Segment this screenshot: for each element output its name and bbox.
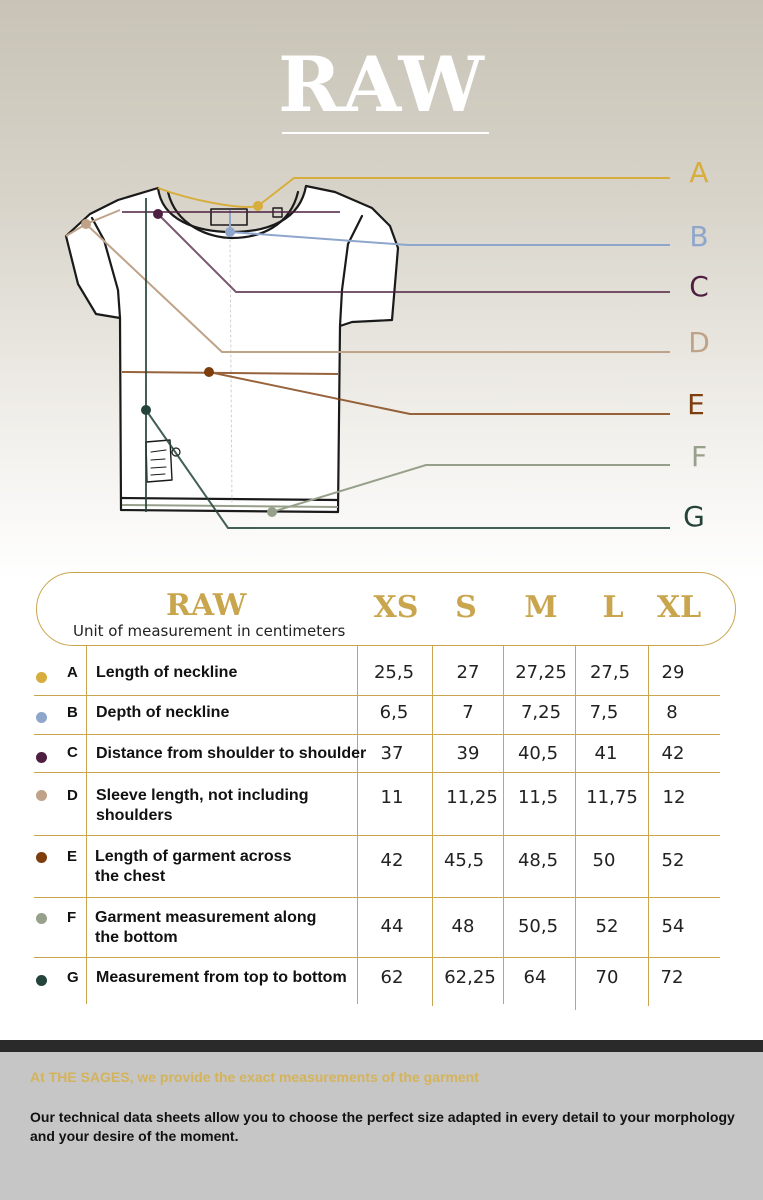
- cell-xs: 42: [380, 850, 404, 871]
- row-label: Measurement from top to bottom: [96, 969, 347, 986]
- callout-letter-e: E: [687, 388, 705, 421]
- cell-s: 11,25: [446, 787, 498, 808]
- footer-text: Our technical data sheets allow you to choose the perfect size adapted in every detail to your morphology and your desire of the moment.: [30, 1109, 735, 1144]
- row-letter: F: [67, 909, 77, 926]
- table-header-unit: Unit of measurement in centimeters: [73, 622, 346, 640]
- cell-m: 48,5: [517, 850, 559, 871]
- row-letter: D: [67, 787, 78, 804]
- measure-dot-f: [267, 507, 277, 517]
- cell-xl: 54: [661, 916, 685, 937]
- callout-letter-c: C: [689, 270, 709, 303]
- cell-s: 7: [462, 702, 474, 723]
- row-dot-e: [36, 852, 47, 863]
- cell-xs: 62: [380, 967, 404, 988]
- row-dot-d: [36, 790, 47, 801]
- cell-m: 7,25: [520, 702, 562, 723]
- row-letter: B: [67, 704, 78, 721]
- row-label: Length of neckline: [96, 664, 238, 681]
- cell-l: 11,75: [586, 787, 638, 808]
- cell-xs: 6,5: [379, 702, 409, 723]
- cell-s: 39: [456, 743, 480, 764]
- row-label: Depth of neckline: [96, 704, 230, 721]
- row-letter: E: [67, 848, 78, 865]
- cell-m: 64: [523, 967, 547, 988]
- row-dot-a: [36, 672, 47, 683]
- cell-l: 70: [595, 967, 619, 988]
- cell-l: 27,5: [589, 662, 631, 683]
- cell-xl: 12: [662, 787, 686, 808]
- size-header-l: L: [602, 590, 624, 625]
- callout-letter-d: D: [688, 326, 710, 359]
- cell-l: 7,5: [589, 702, 619, 723]
- size-header-xl: XL: [656, 590, 702, 625]
- cell-m: 50,5: [517, 916, 559, 937]
- row-label: Distance from shoulder to shoulder: [96, 745, 367, 762]
- cell-s: 27: [456, 662, 480, 683]
- tshirt-measurement-diagram: [0, 0, 763, 580]
- cell-xl: 8: [666, 702, 678, 723]
- cell-xs: 11: [380, 787, 404, 808]
- row-label: Length of garment across the chest: [95, 848, 292, 885]
- measure-dot-g: [141, 405, 151, 415]
- table-header-brand: RAW: [166, 588, 247, 623]
- cell-xl: 72: [660, 967, 684, 988]
- row-dot-b: [36, 712, 47, 723]
- brand-title: RAW: [278, 40, 485, 129]
- cell-xs: 44: [380, 916, 404, 937]
- row-label: Garment measurement along the bottom: [95, 909, 317, 946]
- cell-s: 48: [451, 916, 475, 937]
- cell-m: 11,5: [517, 787, 559, 808]
- callout-letter-f: F: [690, 440, 708, 473]
- size-header-s: S: [455, 590, 477, 625]
- footer-title: At THE SAGES, we provide the exact measurements of the garment: [30, 1069, 479, 1085]
- measure-line-a: [158, 178, 670, 207]
- cell-xs: 37: [380, 743, 404, 764]
- cell-s: 45,5: [443, 850, 485, 871]
- row-letter: C: [67, 744, 78, 761]
- cell-xl: 42: [661, 743, 685, 764]
- cell-m: 40,5: [517, 743, 559, 764]
- callout-letter-g: G: [683, 500, 705, 533]
- cell-l: 41: [594, 743, 618, 764]
- cell-m: 27,25: [515, 662, 567, 683]
- size-header-m: M: [524, 590, 558, 625]
- cell-s: 62,25: [444, 967, 496, 988]
- row-dot-g: [36, 975, 47, 986]
- size-header-xs: XS: [373, 590, 419, 625]
- row-dot-f: [36, 913, 47, 924]
- cell-l: 50: [592, 850, 616, 871]
- row-letter: A: [67, 664, 78, 681]
- cell-l: 52: [595, 916, 619, 937]
- footer-divider: [0, 1040, 763, 1052]
- measure-dot-b: [225, 227, 235, 237]
- cell-xl: 29: [661, 662, 685, 683]
- measure-dot-e: [204, 367, 214, 377]
- cell-xl: 52: [661, 850, 685, 871]
- callout-letter-b: B: [689, 220, 709, 253]
- row-label: Sleeve length, not including shoulders: [96, 787, 309, 824]
- measure-dot-d: [81, 219, 91, 229]
- measure-dot-c: [153, 209, 163, 219]
- measure-dot-a: [253, 201, 263, 211]
- cell-xs: 25,5: [373, 662, 415, 683]
- row-dot-c: [36, 752, 47, 763]
- callout-letter-a: A: [689, 156, 709, 189]
- row-letter: G: [67, 969, 79, 986]
